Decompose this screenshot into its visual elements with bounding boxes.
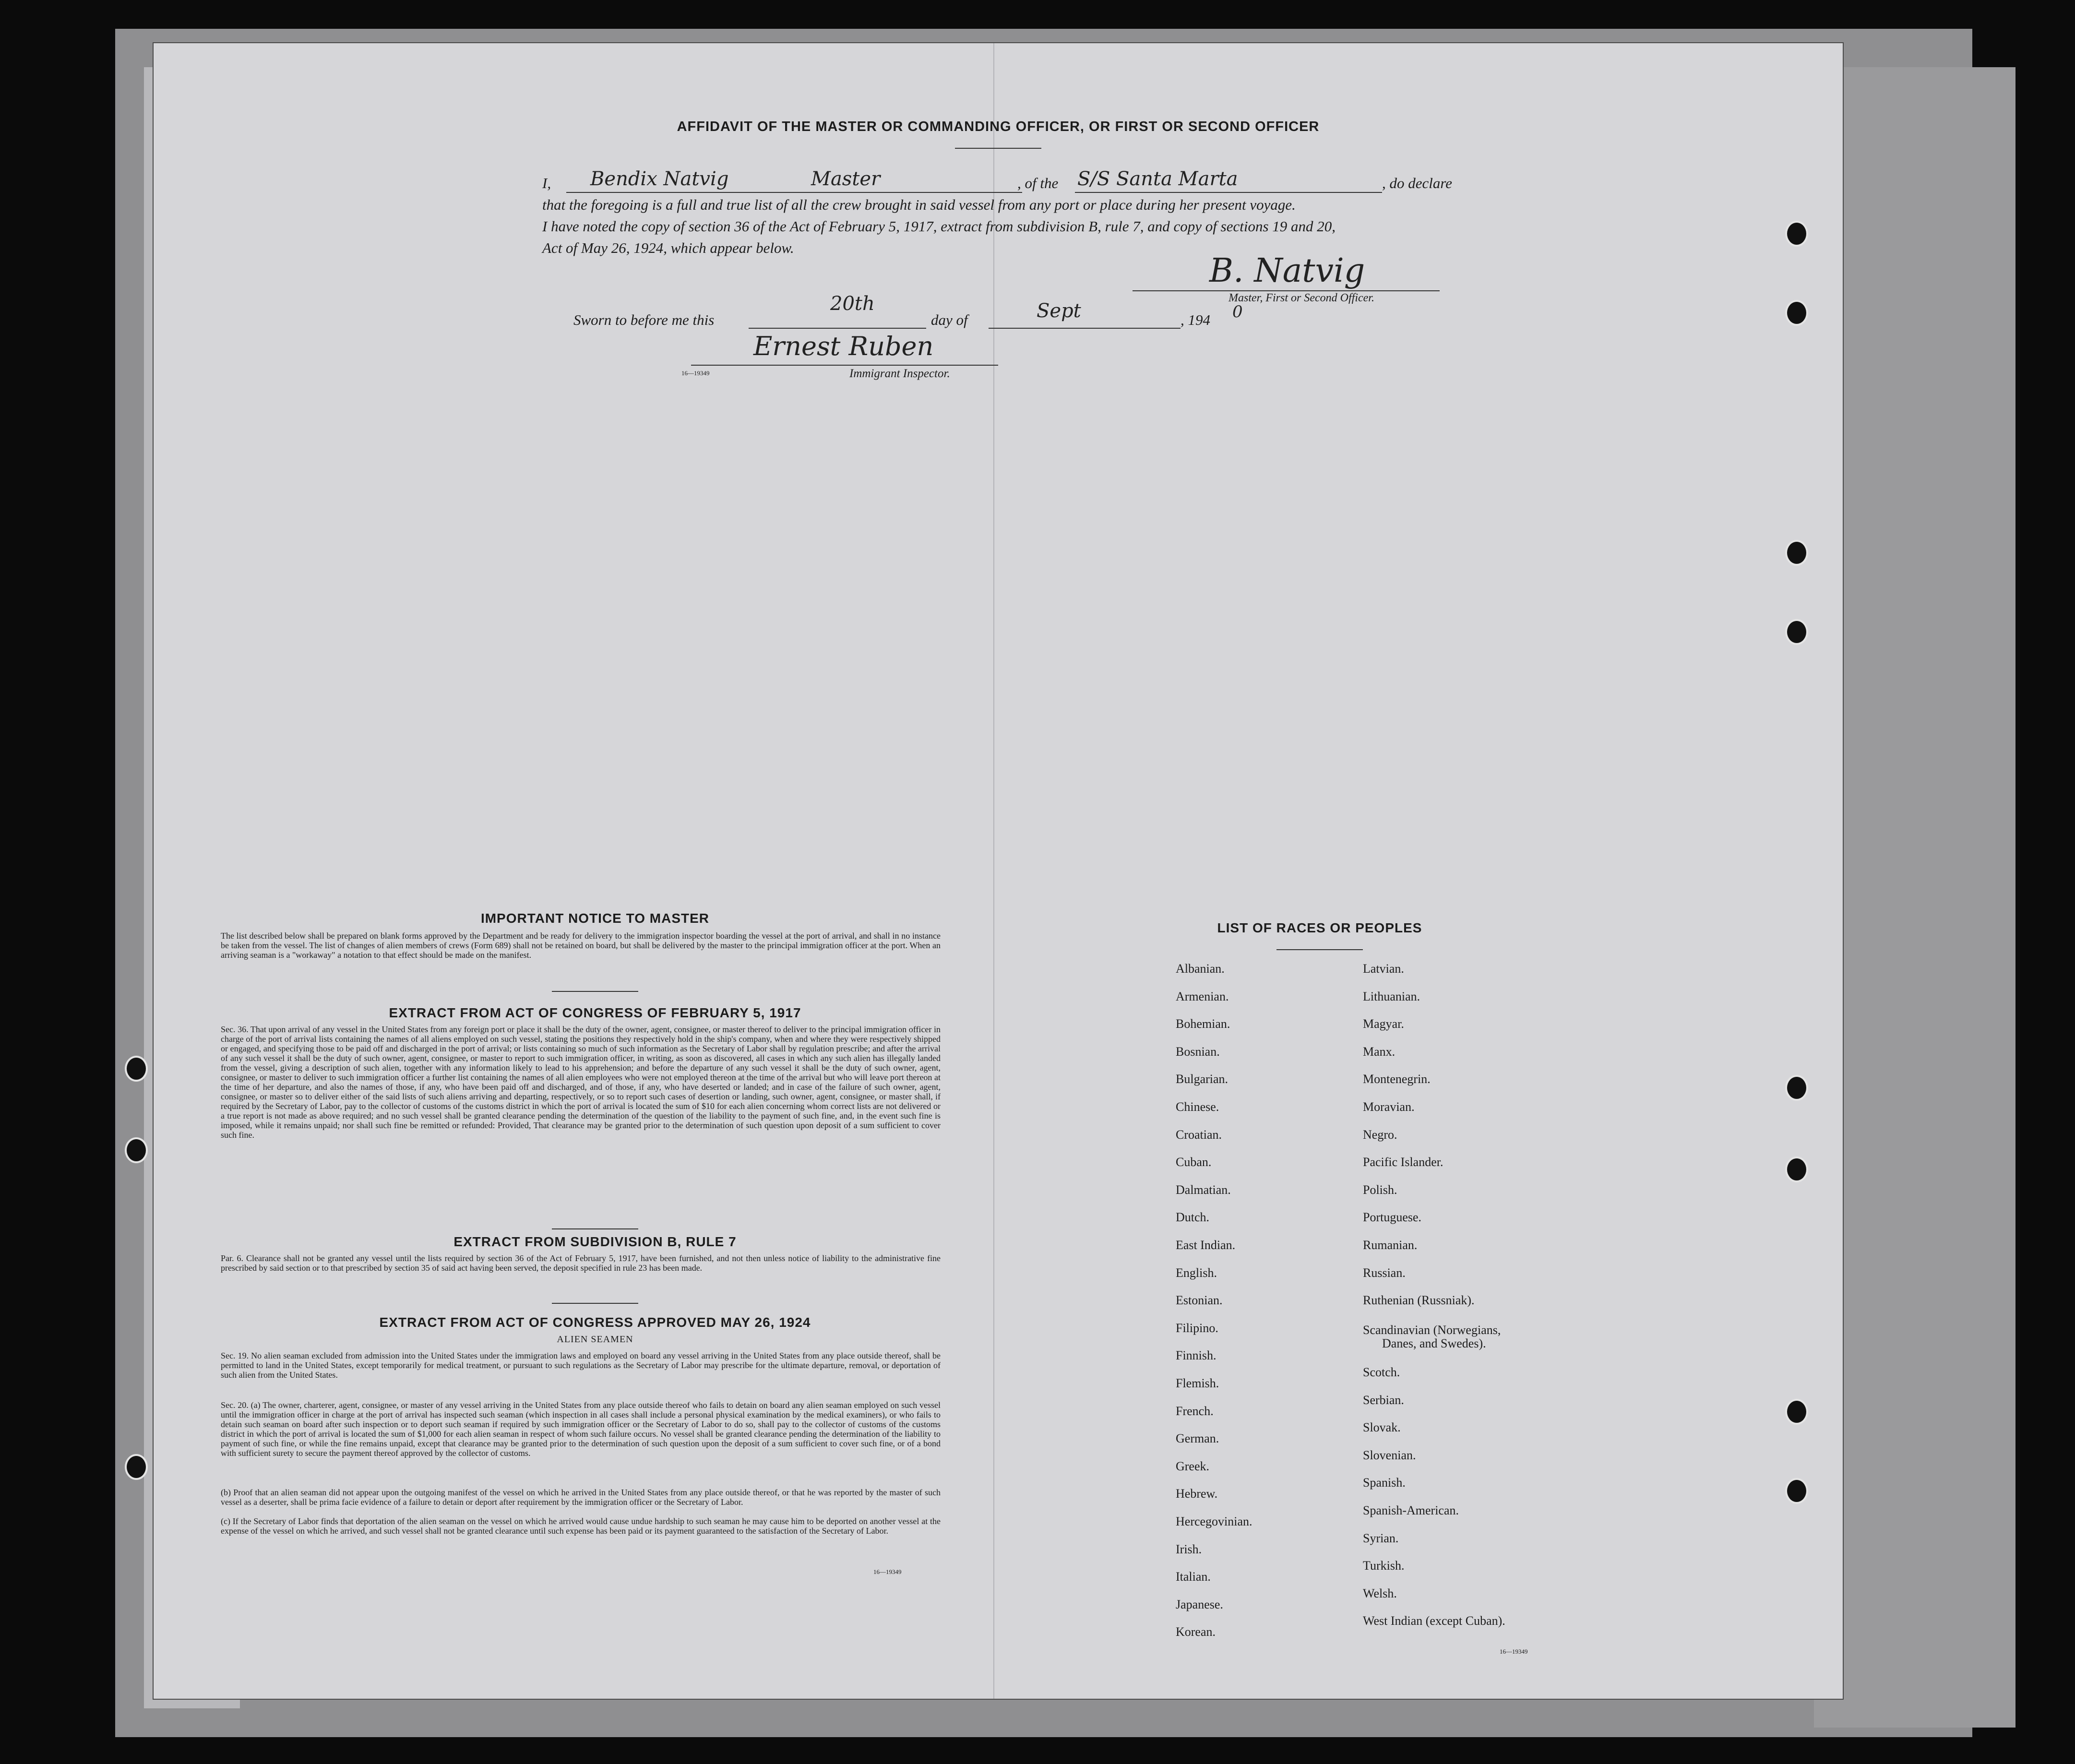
race-item: Serbian. xyxy=(1363,1393,1404,1407)
race-item: Negro. xyxy=(1363,1127,1397,1142)
title-underline xyxy=(955,148,1041,149)
punch-hole xyxy=(1785,1478,1808,1504)
race-item: East Indian. xyxy=(1176,1238,1236,1252)
race-item: Russian. xyxy=(1363,1265,1406,1280)
alien-seamen-subtitle: ALIEN SEAMEN xyxy=(557,1334,633,1345)
race-item: Bosnian. xyxy=(1176,1044,1220,1059)
vessel-name: S/S Santa Marta xyxy=(1077,168,1238,190)
divider xyxy=(1276,949,1363,950)
race-item: French. xyxy=(1176,1404,1214,1418)
race-item: Welsh. xyxy=(1363,1586,1397,1600)
day-value: 20th xyxy=(830,293,875,315)
race-item: Armenian. xyxy=(1176,989,1229,1003)
race-item: English. xyxy=(1176,1265,1217,1280)
punch-hole xyxy=(125,1454,148,1480)
sworn-label: Sworn to before me this xyxy=(573,311,715,328)
race-item: Moravian. xyxy=(1363,1100,1415,1114)
race-item: Montenegrin. xyxy=(1363,1072,1431,1086)
race-item: Spanish-American. xyxy=(1363,1503,1459,1517)
race-item: Scotch. xyxy=(1363,1365,1400,1379)
race-item: Estonian. xyxy=(1176,1293,1223,1308)
form-number: 16—19349 xyxy=(1500,1648,1528,1655)
month-value: Sept xyxy=(1037,300,1081,322)
rule-7-text: Par. 6. Clearance shall not be granted any vessel until the lists required by section 36 of the Act of February 5, 1917, have been furnished, and not then unless notice of liability to the administrative fine prescribed by said section or to that prescribed by section 35 of said act having been served, the deposit specified in rule 23 has been made. xyxy=(221,1253,941,1273)
form-number: 16—19349 xyxy=(873,1568,902,1575)
race-item: Bulgarian. xyxy=(1176,1072,1228,1086)
extract-1924-title: EXTRACT FROM ACT OF CONGRESS APPROVED MAY 26, 1924 xyxy=(379,1315,811,1330)
underlying-sheet-right xyxy=(1814,67,2015,1728)
race-item-continuation: Danes, and Swedes). xyxy=(1382,1336,1486,1350)
race-item: Dalmatian. xyxy=(1176,1182,1231,1197)
punch-hole xyxy=(125,1056,148,1082)
master-name: Bendix Natvig xyxy=(590,168,729,190)
race-item: Scandinavian (Norwegians, xyxy=(1363,1323,1501,1337)
race-item: Dutch. xyxy=(1176,1210,1210,1225)
race-item: Korean. xyxy=(1176,1625,1216,1639)
sec-20a-text: Sec. 20. (a) The owner, charterer, agent, consignee, or master of any vessel arriving in the United States from any place outside thereof who fails to detain on board any alien seaman employed on such vessel until the immigration officer in charge at the port of arrival has inspected such seaman (which inspection in all cases shall include a personal physical examination by the medical examiners), or who fails to detain such seaman on board after such inspection or to deport such seaman if required by such immigration officer or the Secretary of Labor to do so, shall pay to the collector of customs of the customs district in which the port of arrival is located the sum of $1,000 for each alien seaman in respect of whom such failure occurs. No vessel shall be granted clearance pending the determination of the liability to payment of such fine, or while the fine remains unpaid, except that clearance may be granted prior to the determination of such question upon the deposit of a sum sufficient to cover such fine, or of a bond with sufficient surety to secure the payment thereof approved by the collector of customs. xyxy=(221,1400,941,1458)
punch-hole xyxy=(1785,619,1808,645)
race-item: Portuguese. xyxy=(1363,1210,1422,1225)
signature-line xyxy=(1133,290,1440,291)
race-item: Chinese. xyxy=(1176,1100,1219,1114)
race-item: Albanian. xyxy=(1176,962,1225,976)
inspector-caption: Immigrant Inspector. xyxy=(849,367,950,380)
month-line xyxy=(989,328,1181,329)
race-item: Manx. xyxy=(1363,1044,1395,1059)
master-signature: B. Natvig xyxy=(1209,252,1365,290)
race-item: Syrian. xyxy=(1363,1531,1399,1545)
punch-hole xyxy=(1785,1156,1808,1182)
race-item: Slovenian. xyxy=(1363,1448,1416,1462)
punch-hole xyxy=(1785,1075,1808,1101)
form-number: 16—19349 xyxy=(681,369,710,377)
sec-20c-text: (c) If the Secretary of Labor finds that deportation of the alien seaman on the vessel on which he arrived would cause undue hardship to such seaman he may cause him to be deported on another vessel at the expense of the vessel on which he arrived, and such vessel shall not be granted clearance until such expense has been paid or its payment guaranteed to the satisfaction of the Secretary of Labor. xyxy=(221,1516,941,1536)
fold-line xyxy=(993,43,994,1699)
affidavit-line-1: that the foregoing is a full and true list of all the crew brought in said vessel from any port or place during her present voyage. xyxy=(542,196,1296,213)
race-item: Croatian. xyxy=(1176,1127,1222,1142)
punch-hole xyxy=(1785,1399,1808,1425)
race-item: Filipino. xyxy=(1176,1321,1218,1335)
sec-20b-text: (b) Proof that an alien seaman did not appear upon the outgoing manifest of the vessel on which he arrived in the United States from any place outside thereof, or that he was reported by the master of such vessel as a deserter, shall be prima facie evidence of a failure to detain or deport after requirement by the immigration officer or the Secretary of Labor. xyxy=(221,1488,941,1507)
race-item: West Indian (except Cuban). xyxy=(1363,1614,1505,1628)
race-item: Slovak. xyxy=(1363,1420,1401,1435)
race-item: Polish. xyxy=(1363,1182,1397,1197)
race-item: Ruthenian (Russniak). xyxy=(1363,1293,1475,1308)
affidavit-line-2: I have noted the copy of section 36 of the Act of February 5, 1917, extract from subdivision B, rule 7, and copy of sections 19 and 20, xyxy=(542,218,1336,235)
day-line xyxy=(749,328,926,329)
race-item: Japanese. xyxy=(1176,1597,1223,1611)
signature-caption: Master, First or Second Officer. xyxy=(1228,292,1374,304)
race-item: Flemish. xyxy=(1176,1376,1219,1390)
of-the-label: , of the xyxy=(1017,175,1059,191)
race-item: Rumanian. xyxy=(1363,1238,1418,1252)
year-prefix: , 194 xyxy=(1181,311,1210,328)
race-item: Greek. xyxy=(1176,1459,1210,1473)
race-item: Magyar. xyxy=(1363,1017,1404,1031)
extract-1917-text: Sec. 36. That upon arrival of any vessel in the United States from any foreign port or place it shall be the duty of the owner, agent, consignee, or master thereof to deliver to the principal immigration officer in charge of the port of arrival lists containing the names of all aliens employed on such vessel, stating the positions they respectively hold in the ship's company, when and where they were respectively shipped or engaged, and specifying those to be paid off and discharged in the port of arrival; or lists containing so much of such information as the Secretary of Labor shall by regulation prescribe; and after the arrival of any such vessel it shall be the duty of such owner, agent, consignee, or master to report to such immigration officer, in writing, as soon as discovered, all cases in which any such alien has illegally landed from the vessel, giving a description of such alien, together with any information likely to lead to his apprehension; and before the departure of any such vessel it shall be the duty of such owner, agent, consignee, or master to deliver to such immigration officer a further list containing the names of all alien employees who were not employed thereon at the time of the arrival but who will leave port thereon at the time of her departure, and also the names of those, if any, who have been paid off and discharged, and of those, if any, who have deserted or landed; and in case of the failure of such owner, agent, consignee, or master so to deliver either of the said lists of such aliens arriving and departing, respectively, or so to report such cases of desertion or landing, such owner, agent, consignee, or master shall, if required by the Secretary of Labor, pay to the collector of customs of the customs district in which the port of arrival is located the sum of $10 for each alien concerning whom correct lists are not delivered or a true report is not made as above required; and no such vessel shall be granted clearance pending the determination of the question of the liability to the payment of such fine, and, in the event such fine is imposed, while it remains unpaid; nor shall such fine be remitted or refunded: Provided, That clearance may be granted prior to the determination of such question upon deposit of a sum sufficient to cover such fine. xyxy=(221,1025,941,1140)
rule-7-title: EXTRACT FROM SUBDIVISION B, RULE 7 xyxy=(453,1234,737,1249)
affidavit-title: AFFIDAVIT OF THE MASTER OR COMMANDING OFFICER, OR FIRST OR SECOND OFFICER xyxy=(677,119,1320,134)
affidavit-line-3: Act of May 26, 1924, which appear below. xyxy=(542,239,794,256)
vessel-line xyxy=(1075,192,1382,193)
punch-hole xyxy=(1785,221,1808,247)
race-item: Italian. xyxy=(1176,1570,1211,1584)
race-item: Lithuanian. xyxy=(1363,989,1420,1003)
extract-1917-title: EXTRACT FROM ACT OF CONGRESS OF FEBRUARY 5, 1917 xyxy=(389,1005,801,1020)
race-item: Cuban. xyxy=(1176,1155,1212,1169)
i-label: I, xyxy=(542,175,551,191)
day-label: day of xyxy=(931,311,968,328)
punch-hole xyxy=(1785,300,1808,326)
race-item: Bohemian. xyxy=(1176,1017,1230,1031)
race-item: Turkish. xyxy=(1363,1559,1405,1573)
inspector-line xyxy=(691,365,998,366)
inspector-signature: Ernest Ruben xyxy=(753,331,934,361)
race-item: Hercegovinian. xyxy=(1176,1514,1252,1528)
master-title: Master xyxy=(811,168,881,190)
notice-text: The list described below shall be prepared on blank forms approved by the Department and be ready for delivery to the immigration inspector boarding the vessel at the port of arrival, and shall in no instance be taken from the vessel. The list of changes of alien members of crews (Form 689) shall not be retained on board, but shall be delivered by the master to the principal immigration officer at the port. When an arriving seaman is a "workaway" a notation to that effect should be made on the manifest. xyxy=(221,931,941,960)
divider xyxy=(552,1228,638,1229)
race-item: Irish. xyxy=(1176,1542,1202,1556)
punch-hole xyxy=(1785,540,1808,566)
race-item: German. xyxy=(1176,1431,1219,1446)
declare-label: , do declare xyxy=(1382,175,1453,191)
master-name-line xyxy=(566,192,1022,193)
year-suffix: 0 xyxy=(1232,302,1243,322)
race-item: Hebrew. xyxy=(1176,1487,1218,1501)
notice-title: IMPORTANT NOTICE TO MASTER xyxy=(480,911,710,926)
punch-hole xyxy=(125,1137,148,1163)
race-item: Spanish. xyxy=(1363,1476,1406,1490)
divider xyxy=(552,991,638,992)
races-title: LIST OF RACES OR PEOPLES xyxy=(1217,920,1422,935)
divider xyxy=(552,1303,638,1304)
race-item: Pacific Islander. xyxy=(1363,1155,1443,1169)
sec-19-text: Sec. 19. No alien seaman excluded from admission into the United States under the immigration laws and employed on board any vessel arriving in the United States from any place outside thereof, shall be permitted to land in the United States, except temporarily for medical treatment, or pursuant to such regulations as the Secretary of Labor may prescribe for the ultimate departure, removal, or deportation of such alien from the United States. xyxy=(221,1351,941,1380)
race-item: Latvian. xyxy=(1363,962,1404,976)
race-item: Finnish. xyxy=(1176,1348,1216,1363)
